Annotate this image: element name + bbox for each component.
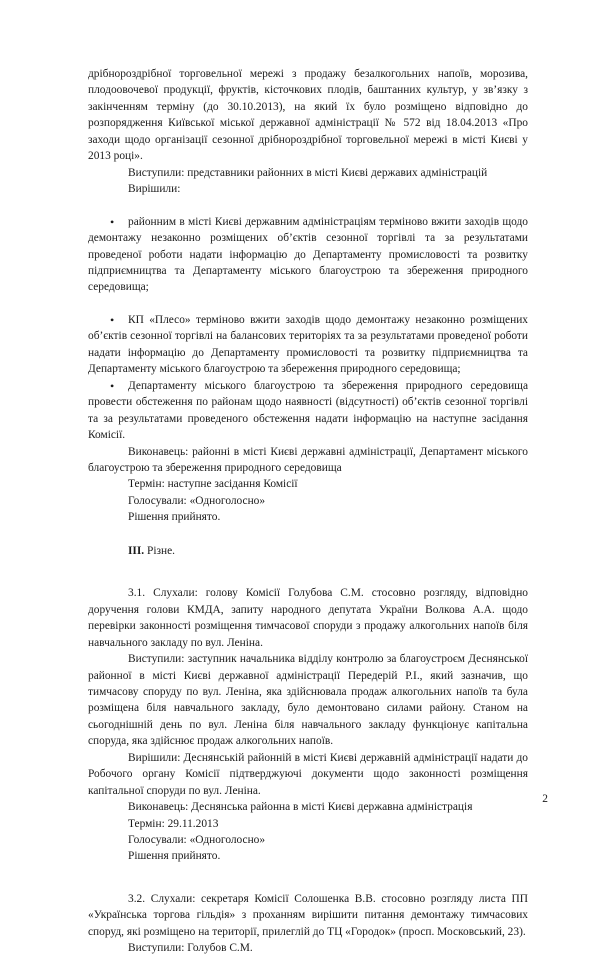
paragraph-executor-2: Виконавець: Деснянська районна в місті Києві державна адміністрація (128, 801, 473, 814)
paragraph-term-1: Термін: наступне засідання Комісії (128, 478, 298, 491)
paragraph-item-3-1: 3.1. Слухали: голову Комісії Голубова С.М. стосовно розгляду, відповідно доручення голови КМДА, запиту народного депутата України Волкова А.А. щодо перевірки законності розміщення тимчасової споруди з продажу алкогольних напоїв біля навчального закладу по вул. Леніна. (88, 587, 528, 649)
paragraph-term-2: Термін: 29.11.2013 (128, 817, 219, 830)
bullet-icon: • (110, 214, 115, 229)
paragraph-decision-1: Рішення прийнято. (128, 511, 221, 524)
section-number: III. (128, 544, 145, 557)
paragraph-vote-2: Голосували: «Одноголосно» (128, 834, 266, 847)
paragraph-vote-1: Голосували: «Одноголосно» (128, 494, 266, 507)
list-item-text: КП «Плесо» терміново вжити заходів щодо демонтажу незаконно розміщених об’єктів сезонної торгівлі на балансових територіях та за результатами проведеної роботи надати інформацію до Департаменту промисловості та розвитку підприємництва та Департаменту міського благоустрою та збереження природного середовища; (88, 313, 528, 376)
spacer (88, 559, 528, 585)
spacer (88, 526, 528, 543)
list-item (88, 312, 528, 378)
section-title: Різне. (147, 544, 176, 557)
paragraph-speakers-line: Виступили: представники районних в місті Києві державих адміністрацій (128, 166, 488, 179)
list-item (88, 378, 528, 444)
spacer (88, 865, 528, 891)
paragraph-decision-2: Рішення прийнято. (128, 850, 221, 863)
paragraph-item-3-2: 3.2. Слухали: секретаря Комісії Солошенка В.В. стосовно розгляду листа ПП «Українська торгова гільдія» з проханням вирішити питання демонтажу тимчасових споруд, які розміщено на території, прилеглій до ТЦ «Городок» (просп. Московський, 23). (88, 892, 528, 938)
list-item-text: Департаменту міського благоустрою та збереження природного середовища провести обстеження по районам щодо наявності (відсутності) об’єктів сезонної торгівлі та за результатами проведеного обстеження надати інформацію на наступне засідання Комісії. (88, 379, 528, 442)
bullet-icon: • (110, 378, 115, 393)
spacer (88, 198, 528, 214)
bullet-icon: • (110, 312, 115, 327)
paragraph-decided-label: Вирішили: (128, 183, 181, 196)
paragraph-item-3-1-speakers: Виступили: заступник начальника відділу контролю за благоустроєм Деснянської районної в місті Києві державної адміністрації Передерій Р.І., який зазначив, що тимчасову споруду по вул. Леніна, яка здійснювала продаж алкогольних напоїв та була розміщена біля навчального закладу, було демонтовано силами району. Станом на сьогоднішній день по вул. Леніна біля навчального закладу функціонує капітальна споруда, яка здійснює продаж алкогольних напоїв. (88, 653, 528, 748)
paragraph-executor-1: Виконавець: районні в місті Києві державні адміністрації, Департамент міського благоустрою та збереження природного середовища (88, 445, 528, 474)
list-item (88, 214, 528, 296)
spacer (88, 296, 528, 312)
document-body (88, 66, 528, 957)
paragraph-continued-top: дрібнороздрібної торговельної мережі з продажу безалкогольних напоїв, морозива, плодоовочевої продукції, фруктів, кісточкових плодів, баштанних культур, у зв’язку з закінченням терміну (до 30.10.2013), на який їх було розміщено відповідно до розпорядження Київської міської державної адміністрації № 572 від 18.04.2013 «Про заходи щодо організації сезонної дрібнороздрібної торговельної мережі в місті Києві у 2013 році». (88, 68, 528, 163)
list-item-text: районним в місті Києві державним адміністраціям терміново вжити заходів щодо демонтажу незаконно розміщених об’єктів сезонної торгівлі та за результатами проведеної роботи надати інформацію до Департаменту промисловості та розвитку підприємництва та Департаменту міського благоустрою та збереження природного середовища; (88, 215, 528, 294)
page-number: 2 (542, 793, 548, 805)
paragraph-item-3-1-decided: Вирішили: Деснянській районній в місті Києві державній адміністрації надати до Робочого органу Комісії підтверджуючі документи щодо законності розміщення капітальної споруди по вул. Леніна. (88, 751, 528, 797)
paragraph-item-3-2-speakers: Виступили: Голубов С.М. (128, 942, 253, 955)
section-heading (88, 543, 528, 559)
